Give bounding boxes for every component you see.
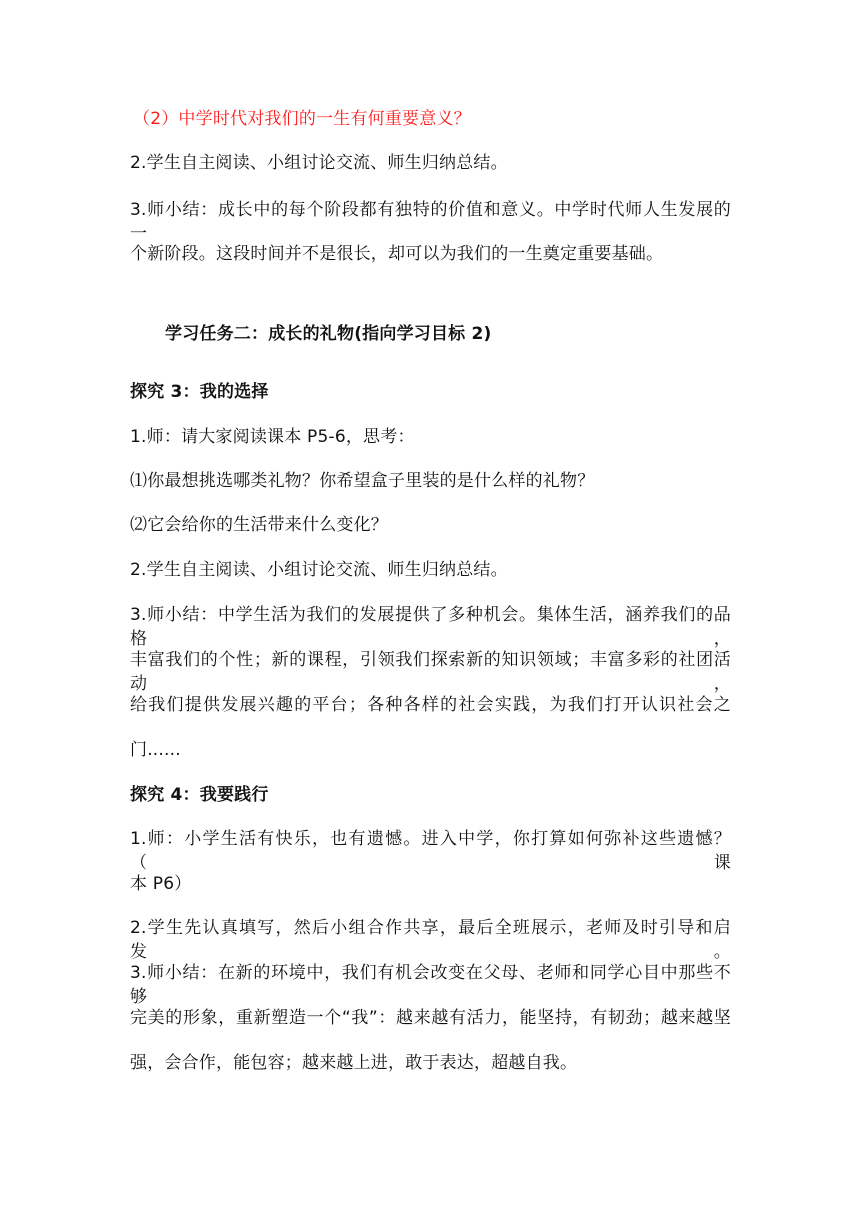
- explore-3-heading: 探究 3：我的选择: [130, 382, 269, 402]
- explore-4-step-2: 2.学生先认真填写，然后小组合作共享，最后全班展示，老师及时引导和启发。: [130, 918, 731, 962]
- task-2-heading: 学习任务二：成长的礼物(指向学习目标 2): [165, 324, 492, 344]
- paragraph-summary-line-1: 3.师小结：成长中的每个阶段都有独特的价值和意义。中学时代师人生发展的一: [130, 200, 731, 244]
- explore-3-step-2: 2.学生自主阅读、小组讨论交流、师生归纳总结。: [130, 560, 508, 580]
- explore-3-summary-line-4: 门......: [130, 740, 181, 760]
- explore-4-summary-line-2: 完美的形象，重新塑造一个“我”：越来越有活力，能坚持，有韧劲；越来越坚: [130, 1008, 731, 1028]
- explore-3-step-1: 1.师：请大家阅读课本 P5-6，思考：: [130, 427, 415, 447]
- explore-4-summary-line-1: 3.师小结：在新的环境中，我们有机会改变在父母、老师和同学心目中那些不够: [130, 963, 731, 1007]
- explore-3-question-1: ⑴你最想挑选哪类礼物？你希望盒子里装的是什么样的礼物？: [130, 471, 595, 491]
- explore-3-summary-line-3: 给我们提供发展兴趣的平台；各种各样的社会实践，为我们打开认识社会之: [130, 695, 731, 715]
- question-2: （2）中学时代对我们的一生有何重要意义？: [133, 109, 471, 129]
- explore-4-step-1-line-2: 本 P6）: [130, 874, 192, 894]
- explore-4-heading: 探究 4：我要践行: [130, 785, 269, 805]
- explore-3-summary-line-1: 3.师小结：中学生活为我们的发展提供了多种机会。集体生活，涵养我们的品格，: [130, 605, 731, 649]
- explore-3-question-2: ⑵它会给你的生活带来什么变化？: [130, 515, 388, 535]
- explore-3-summary-line-2: 丰富我们的个性；新的课程，引领我们探索新的知识领域；丰富多彩的社团活动，: [130, 650, 731, 694]
- explore-4-summary-line-3: 强，会合作，能包容；越来越上进，敢于表达，超越自我。: [130, 1053, 578, 1073]
- explore-4-step-1-line-1: 1.师：小学生活有快乐，也有遗憾。进入中学，你打算如何弥补这些遗憾？（课: [130, 829, 731, 873]
- paragraph-step-2: 2.学生自主阅读、小组讨论交流、师生归纳总结。: [130, 153, 508, 173]
- paragraph-summary-line-2: 个新阶段。这段时间并不是很长，却可以为我们的一生奠定重要基础。: [130, 244, 664, 264]
